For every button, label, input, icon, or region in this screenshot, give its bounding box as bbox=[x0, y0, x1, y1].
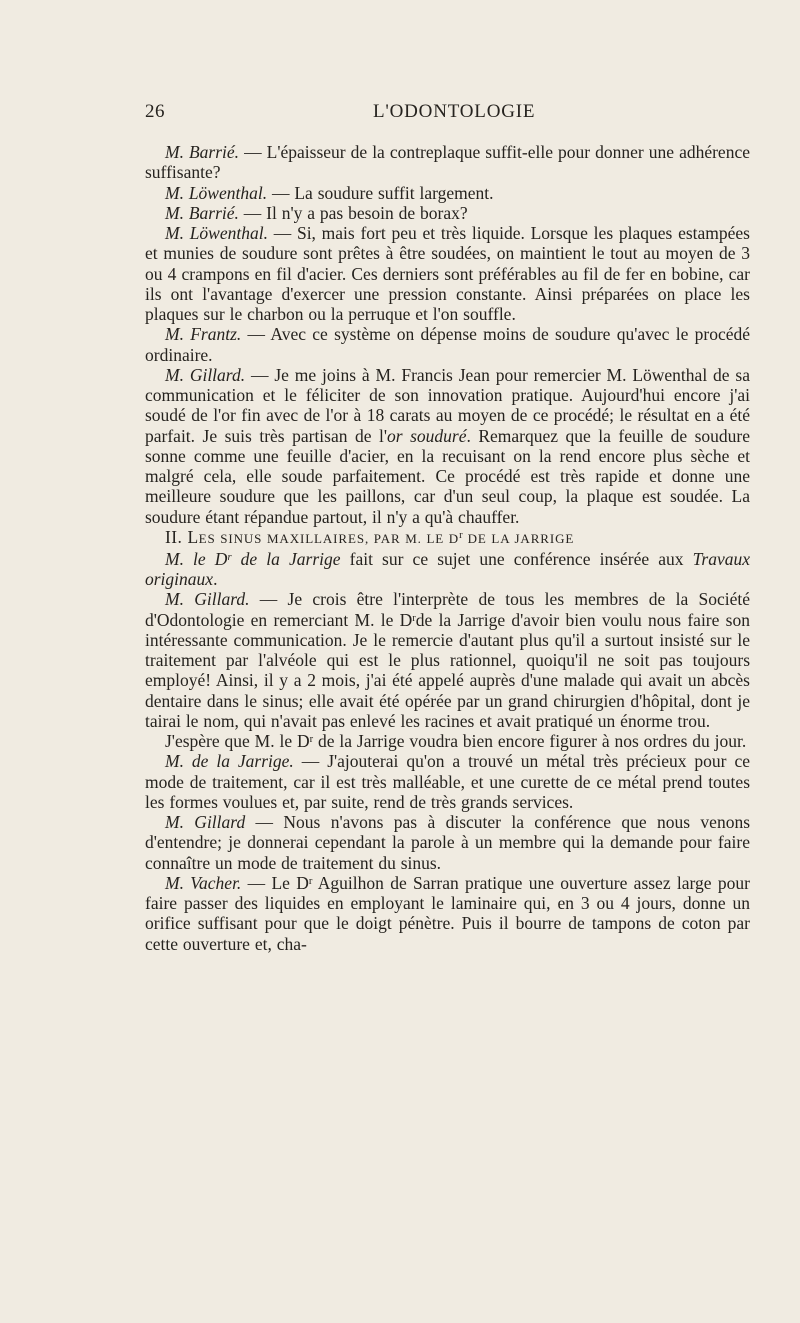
running-head: L'ODONTOLOGIE bbox=[373, 101, 536, 122]
paragraph-text: — Nous n'avons pas à discuter la conférence que nous venons d'entendre; je donnerai cependant la parole à un membre qui la demande pour faire connaître un mode de traitement du sinus. bbox=[145, 812, 751, 873]
speaker-name: M. Gillard. bbox=[165, 364, 246, 385]
speaker-name-end: de la Jarrige bbox=[231, 548, 341, 569]
speaker-name: M. le D bbox=[165, 548, 228, 569]
section-title-sup: r bbox=[459, 529, 463, 541]
speaker-name: M. Löwenthal. bbox=[165, 223, 268, 243]
section-title-end: DE LA JARRIGE bbox=[462, 530, 575, 546]
paragraph-gillard-2 bbox=[145, 589, 750, 731]
paragraph-text: — La soudure suffit largement. bbox=[267, 182, 494, 203]
speaker-sup: r bbox=[227, 551, 232, 563]
superscript: r bbox=[309, 734, 314, 745]
paragraph-gillard-1 bbox=[145, 365, 750, 527]
paragraph-gillard-4 bbox=[145, 812, 750, 873]
speaker-name: M. Barrié. bbox=[165, 202, 239, 223]
paragraph-barrie-1 bbox=[145, 142, 750, 183]
speaker-name: M. Gillard. bbox=[165, 589, 250, 610]
paragraph-text-tail: . bbox=[213, 569, 218, 589]
section-numeral: II. L bbox=[165, 526, 199, 547]
paragraph-frantz bbox=[145, 324, 750, 365]
paragraph-text-tail: de la Jarrige d'avoir bien voulu nous faire son intéressante communication. Je le remercie d'autant plus qu'il a surtout insisté sur le traitement par l'alvéole qui est le plus rationnel, quoiqu'il ne soit pas toujours employé! Ainsi, il y a 2 mois, j'ai été appelé auprès d'une malade qui avait un abcès dentaire dans le sinus; elle avait été opérée par un grand chirurgien d'hôpital, dont je tairai le nom, qui n'avait pas enlevé les racines et avait pratiqué un énorme trou. bbox=[145, 609, 750, 731]
paragraph-text: — L'épaisseur de la contreplaque suffit-elle pour donner une adhérence suffisante? bbox=[145, 142, 750, 183]
speaker-name: M. Löwenthal. bbox=[165, 182, 268, 203]
body-text bbox=[145, 142, 750, 954]
paragraph-vacher bbox=[145, 873, 750, 954]
paragraph-text: — J'ajouterai qu'on a trouvé un métal très précieux pour ce mode de traitement, car il est très malléable, et une curette de ce métal prend toutes les formes voulues et, par suite, rend de très grands services. bbox=[145, 751, 750, 812]
superscript: r bbox=[412, 612, 416, 624]
paragraph-jarrige-conference bbox=[145, 549, 750, 590]
speaker-name: M. Frantz. bbox=[165, 324, 242, 345]
paragraph-text-tail: Aguilhon de Sarran pratique une ouverture assez large pour faire passer des liquides en employant le laminaire qui, en 3 ou 4 jours, donne un orifice suffisant pour que le doigt pénètre. Puis il bourre de tampons de coton par cette ouverture et, cha- bbox=[145, 872, 750, 954]
paragraph-text-tail: . Remarquez que la feuille de soudure sonne comme une feuille d'acier, en la recuisant on la rend encore plus sèche et malgré cela, elle soude parfaitement. Ce procédé est très rapide et donne une meilleure soudure que les paillons, car d'un seul coup, la plaque est soudée. La soudure étant répandue partout, il n'y a qu'à chauffer. bbox=[145, 425, 751, 527]
paragraph-barrie-2 bbox=[145, 203, 750, 223]
paragraph-text: — Si, mais fort peu et très liquide. Lorsque les plaques estampées et munies de soudure sont prêtes à être soudées, on maintient le tout au moyen de 3 ou 4 crampons en fil d'acier. Ces derniers sont préférables au fil de fer en bobine, car ils ont l'avantage d'exercer une pression constante. Ainsi préparées on place les plaques sur le charbon ou la perruque et l'on souffle. bbox=[145, 223, 750, 324]
paragraph-text: — Le D bbox=[241, 872, 309, 893]
speaker-name: M. Barrié. bbox=[165, 142, 240, 162]
paragraph-lowenthal-2 bbox=[145, 223, 750, 324]
paragraph-text: — Il n'y a pas besoin de borax? bbox=[238, 202, 468, 223]
page-number: 26 bbox=[145, 101, 165, 122]
section-title: ES SINUS MAXILLAIRES, PAR M. LE D bbox=[198, 530, 460, 546]
paragraph-jarrige-reply bbox=[145, 751, 750, 812]
paragraph-text-tail: de la Jarrige voudra bien encore figurer à nos ordres du jour. bbox=[313, 731, 747, 751]
speaker-name: M. Gillard bbox=[165, 812, 246, 832]
paragraph-lowenthal-1 bbox=[145, 183, 750, 203]
paragraph-text: fait sur ce sujet une conférence insérée aux bbox=[340, 548, 693, 569]
paragraph-text: — Avec ce système on dépense moins de soudure qu'avec le procédé ordinaire. bbox=[145, 324, 750, 365]
paragraph-text: J'espère que M. le D bbox=[165, 731, 310, 751]
italic-term: Travaux originaux bbox=[145, 548, 750, 589]
italic-term: or souduré bbox=[387, 425, 467, 446]
speaker-name: M. de la Jarrige. bbox=[165, 751, 294, 772]
superscript: r bbox=[308, 875, 313, 887]
section-heading bbox=[145, 527, 750, 549]
page-header bbox=[145, 101, 750, 131]
speaker-name: M. Vacher. bbox=[165, 872, 242, 893]
paragraph-gillard-3 bbox=[145, 731, 750, 751]
paragraph-text: — Je crois être l'interprète de tous les membres de la Société d'Odontologie en remerciant M. le D bbox=[145, 589, 750, 630]
paragraph-text: — Je me joins à M. Francis Jean pour remercier M. Löwenthal de sa communication et le féliciter de son innovation pratique. Aujourd'hui encore j'ai soudé de l'or fin avec de l'or à 18 carats au moyen de ce procédé; le résultat en a été parfait. Je suis très partisan de l' bbox=[145, 364, 751, 446]
